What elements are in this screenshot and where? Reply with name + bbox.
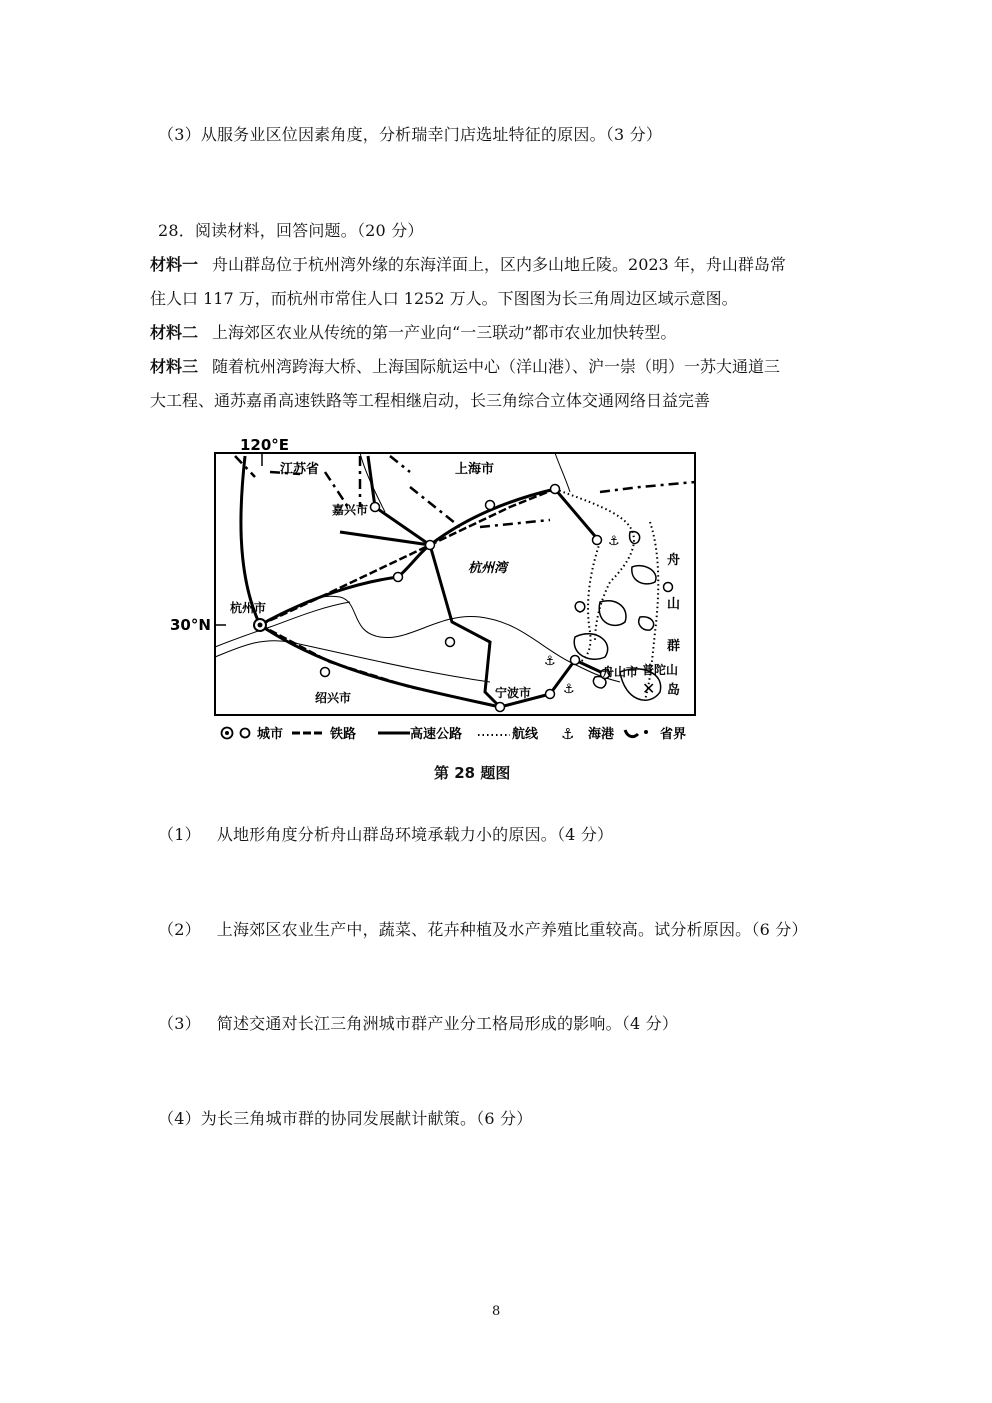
question-28-3 xyxy=(158,1011,678,1034)
city-node-1 xyxy=(426,541,435,550)
label-zhoushan-3: 群 xyxy=(667,639,681,654)
label-zhoushan-1: 舟 xyxy=(667,553,681,568)
legend-city-icon xyxy=(241,729,250,738)
bridge-mark: ✕ xyxy=(642,679,656,698)
label-hangzhou-bay: 杭州湾 xyxy=(468,561,508,576)
label-jiaxing: 嘉兴市 xyxy=(332,503,369,517)
question-28-header: 28．阅读材料，回答问题。（20 分） xyxy=(158,221,424,240)
city-ningbo xyxy=(496,703,505,712)
material-1-text-1: 舟山群岛位于杭州湾外缘的东海洋面上，区内多山地丘陵。2023 年，舟山群岛常 xyxy=(212,255,786,274)
question-28-1-text: 从地形角度分析舟山群岛环境承载力小的原因。（4 分） xyxy=(216,825,614,844)
city-shanghai xyxy=(551,485,560,494)
question-28-2-text: 上海郊区农业生产中，蔬菜、花卉种植及水产养殖比重较高。试分析原因。（6 分） xyxy=(216,920,808,939)
label-putuoshan: 普陀山 xyxy=(642,663,679,677)
question-28-3-num: （3） xyxy=(158,1014,201,1033)
city-hangzhou-inner xyxy=(258,623,263,628)
lon-label: 120°E xyxy=(240,436,290,454)
material-2-label: 材料二 xyxy=(150,323,199,342)
figure-caption: 第 28 题图 xyxy=(434,764,511,782)
material-1-text-2: 住人口 117 万，而杭州市常住人口 1252 万人。下图图为长三角周边区域示意图。 xyxy=(150,289,738,308)
map-legend xyxy=(222,725,687,743)
legend-seaport-label: 海港 xyxy=(588,727,615,742)
question-28-2 xyxy=(158,917,808,940)
legend-shipping-label: 航线 xyxy=(512,727,539,742)
label-ningbo: 宁波市 xyxy=(495,686,532,700)
city-node-4 xyxy=(446,638,455,647)
material-2-line xyxy=(150,320,676,343)
material-1-label: 材料一 xyxy=(150,255,199,274)
label-zhoushan-city: 舟山市 xyxy=(602,665,639,679)
city-node-8 xyxy=(664,583,673,592)
label-zhoushan-2: 山 xyxy=(667,597,681,612)
material-1-line-1 xyxy=(150,252,786,275)
city-node-2 xyxy=(394,573,403,582)
seaport-icon: ⚓ xyxy=(563,682,575,697)
legend-city-icon-inner xyxy=(225,731,229,735)
lat-label: 30°N xyxy=(170,616,211,634)
label-zhoushan-4: 岛 xyxy=(667,683,681,698)
material-3-label: 材料三 xyxy=(150,357,199,376)
material-3-line-1 xyxy=(150,354,780,377)
label-shaoxing: 绍兴市 xyxy=(315,691,352,705)
seaport-icon: ⚓ xyxy=(608,534,620,549)
yangtze-delta-map xyxy=(160,432,720,752)
question-28-4: （4）为长三角城市群的协同发展献计献策。（6 分） xyxy=(158,1109,533,1128)
seaport-icon: ⚓ xyxy=(544,654,556,669)
material-2-text: 上海郊区农业从传统的第一产业向“一三联动”都市农业加快转型。 xyxy=(212,323,677,342)
city-jiaxing xyxy=(371,503,380,512)
legend-expressway-label: 高速公路 xyxy=(410,727,463,742)
question-28-2-num: （2） xyxy=(158,920,201,939)
legend-railway-label: 铁路 xyxy=(330,727,357,742)
city-node-7 xyxy=(593,536,602,545)
label-shanghai: 上海市 xyxy=(455,462,495,477)
label-hangzhou: 杭州市 xyxy=(230,601,267,615)
city-shaoxing xyxy=(321,668,330,677)
legend-border-label: 省界 xyxy=(660,727,687,742)
question-28-3-text: 简述交通对长江三角洲城市群产业分工格局形成的影响。（4 分） xyxy=(216,1014,679,1033)
question-28-1-num: （1） xyxy=(158,825,201,844)
city-node-3 xyxy=(486,501,495,510)
label-jiangsu: 江苏省 xyxy=(280,462,320,477)
city-node-5 xyxy=(546,690,555,699)
city-node-6 xyxy=(571,656,580,665)
legend-seaport-icon: ⚓ xyxy=(561,725,575,743)
page-number: 8 xyxy=(492,1304,501,1319)
legend-border-dot xyxy=(644,730,648,734)
legend-city-label: 城市 xyxy=(257,727,284,742)
legend-border-icon xyxy=(625,730,638,737)
material-3-text-1: 随着杭州湾跨海大桥、上海国际航运中心（洋山港）、沪一崇（明）一苏大通道三 xyxy=(212,357,781,376)
question-27-3: （3）从服务业区位因素角度，分析瑞幸门店选址特征的原因。（3 分） xyxy=(158,125,663,144)
material-3-text-2: 大工程、通苏嘉甬高速铁路等工程相继启动，长三角综合立体交通网络日益完善 xyxy=(150,391,711,410)
question-28-1 xyxy=(158,822,613,845)
